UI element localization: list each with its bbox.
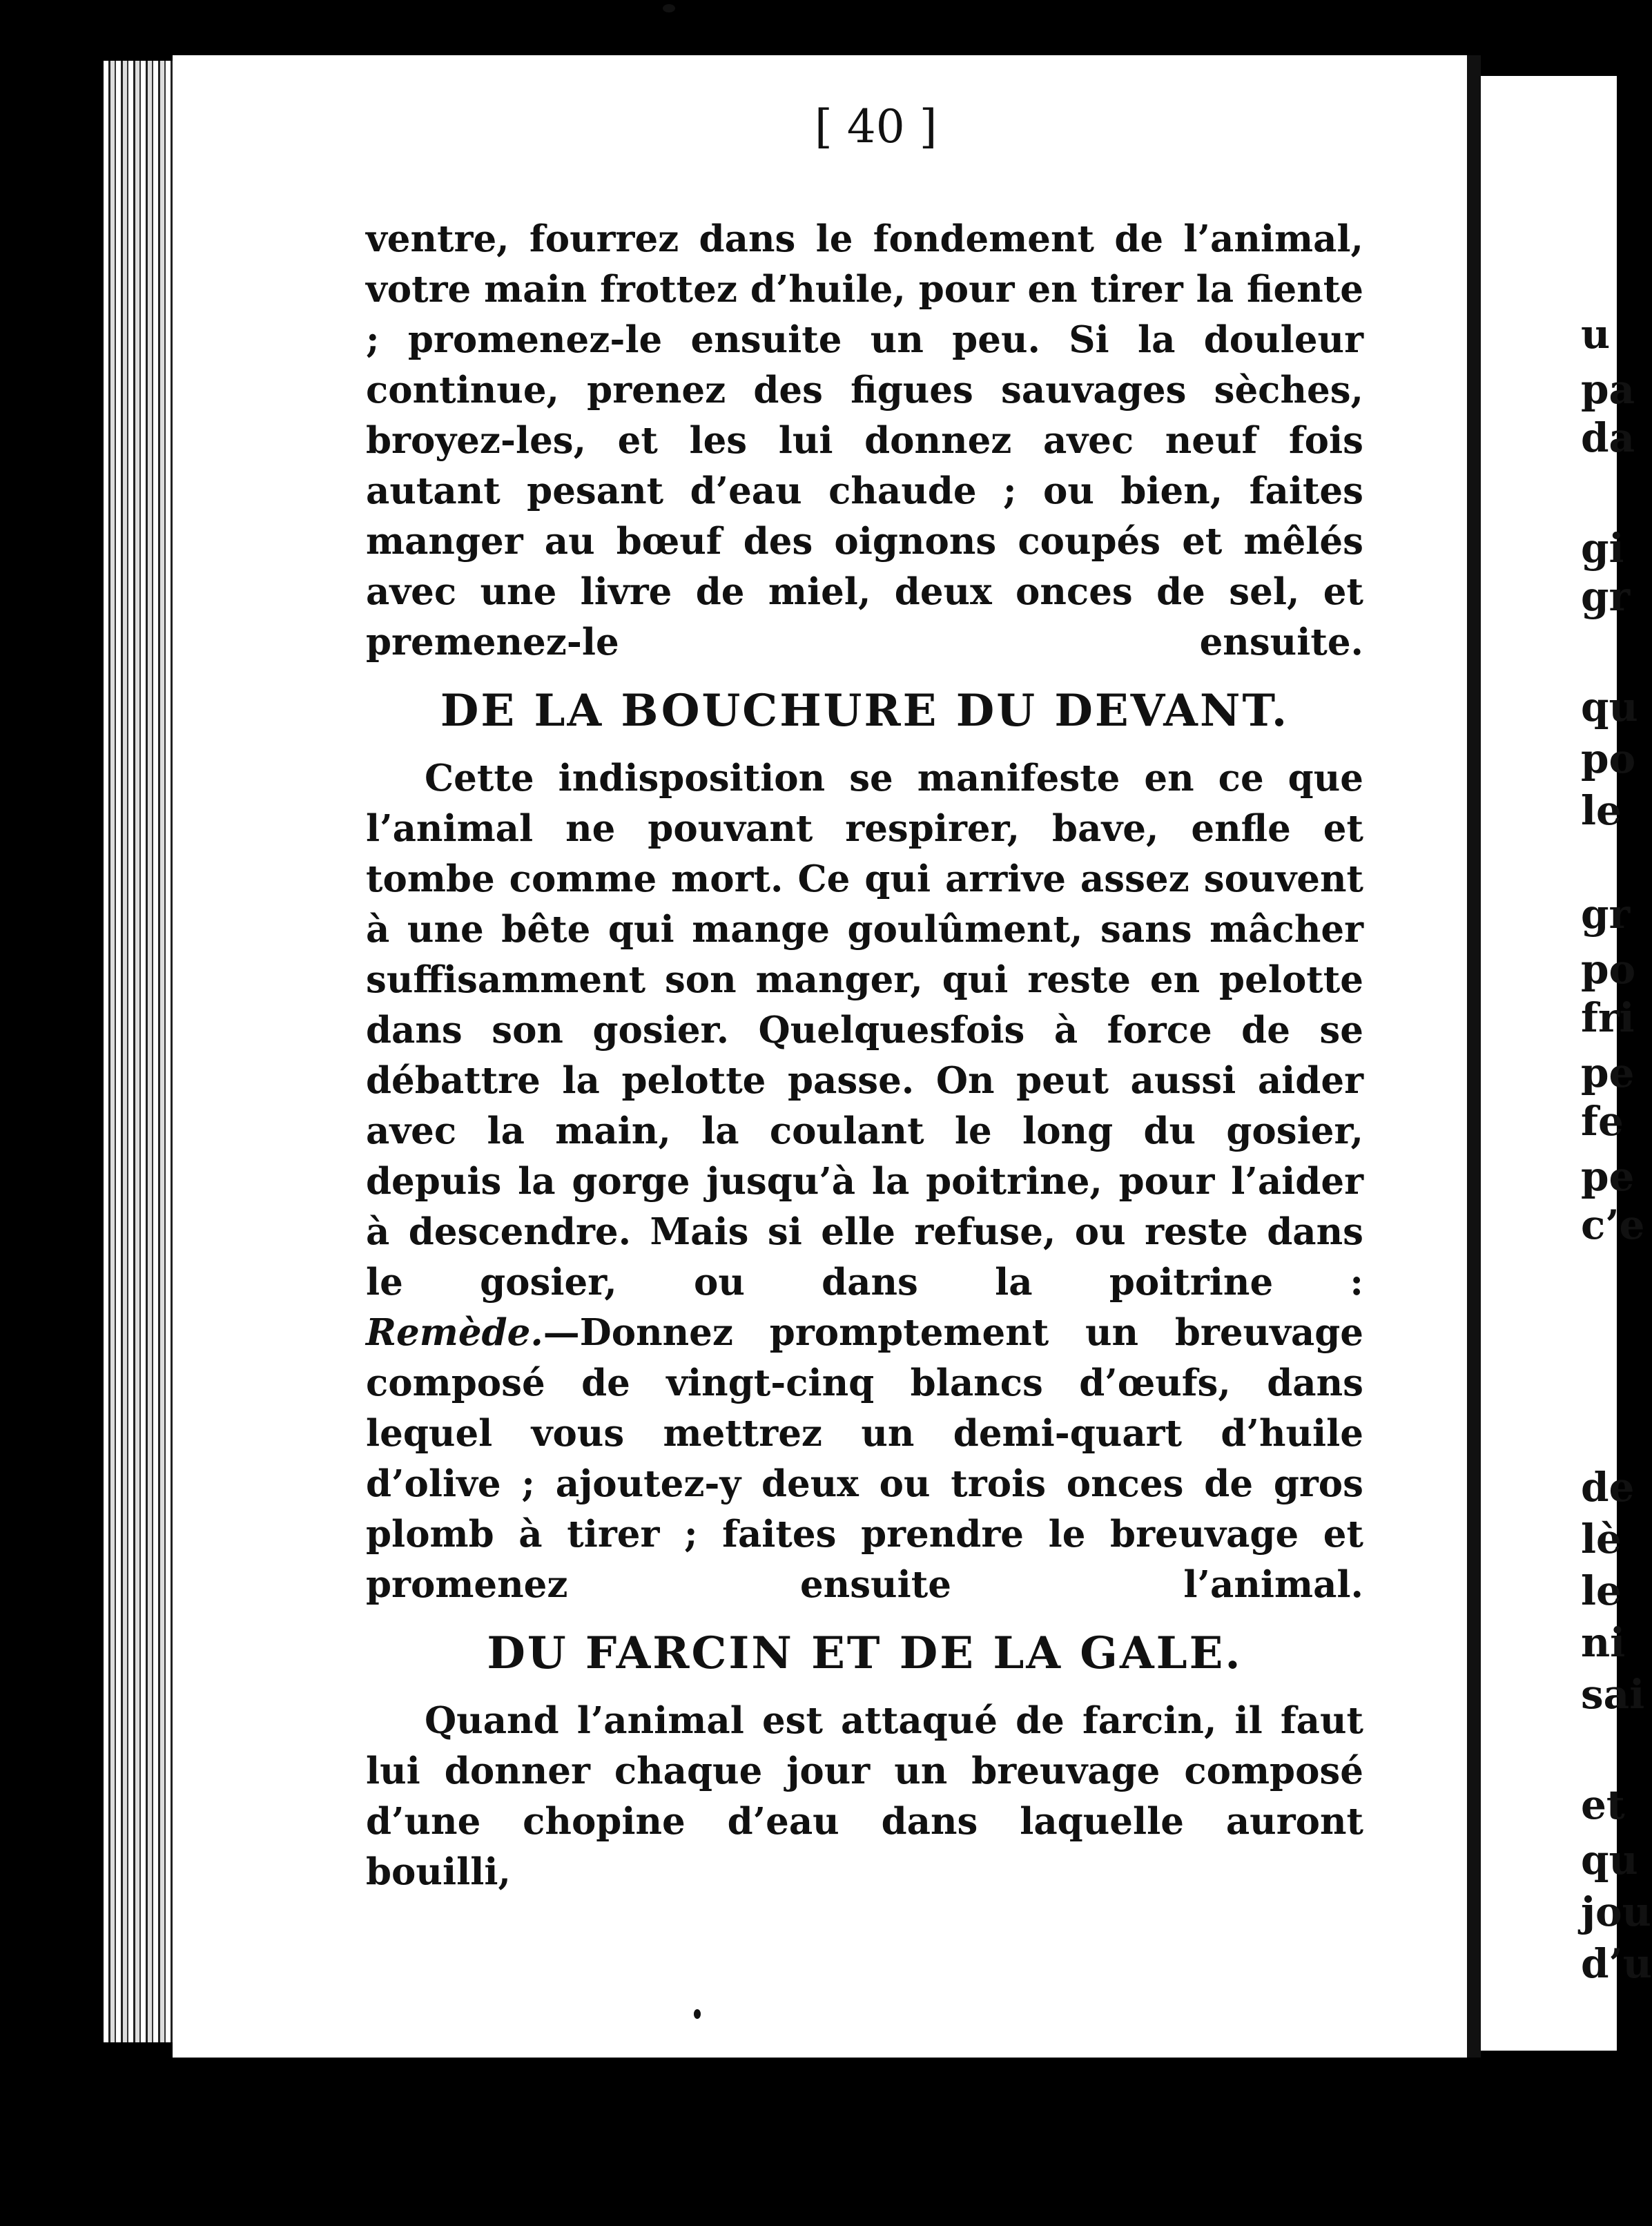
adjacent-page-fragment: fri	[1581, 994, 1635, 1041]
book-fore-edge	[104, 61, 179, 2042]
adjacent-page-fragment: qu	[1581, 1837, 1638, 1884]
remedy-text: —Donnez promptement un breuvage composé de vingt-cinq blancs d’œufs, dans lequel vous mettrez un demi-quart d’huile d’olive ; ajoutez-y deux ou trois onces de gros plomb à tirer ; faites prendre le breuvage et promenez ensuite l’animal.	[366, 1311, 1363, 1606]
adjacent-page-fragment: gr	[1581, 891, 1631, 938]
adjacent-page-fragment: jou	[1581, 1888, 1651, 1935]
adjacent-page-fragment: gi	[1581, 525, 1624, 572]
adjacent-page-fragment: le	[1581, 1567, 1622, 1614]
page-number: [ 40 ]	[815, 100, 937, 153]
adjacent-page-fragment: pe	[1581, 1153, 1635, 1200]
section-paragraph-bouchure	[366, 753, 1363, 1308]
adjacent-page-fragment: le	[1581, 787, 1622, 834]
section-heading-farcin: DU FARCIN ET DE LA GALE.	[487, 1627, 1243, 1679]
adjacent-page-fragment: po	[1581, 735, 1636, 782]
adjacent-page-fragment: sai	[1581, 1671, 1645, 1718]
adjacent-page-fragment: c’e	[1581, 1201, 1645, 1248]
section-heading-bouchure: DE LA BOUCHURE DU DEVANT.	[440, 685, 1290, 737]
adjacent-page-fragment: de	[1581, 1464, 1635, 1511]
opening-paragraph	[366, 214, 1363, 668]
scan-speck	[694, 2009, 701, 2019]
adjacent-page-fragment: pa	[1581, 366, 1635, 413]
adjacent-page-fragment: pe	[1581, 1049, 1635, 1096]
adjacent-page-fragment: et	[1581, 1781, 1625, 1828]
section-paragraph-farcin-text: Quand l’animal est attaqué de farcin, il faut lui donner chaque jour un breuvage composé d’une chopine d’eau dans laquelle auront bouilli,	[366, 1699, 1363, 1893]
remedy-paragraph	[366, 1308, 1363, 1610]
adjacent-page	[1481, 76, 1652, 2051]
scan-speck	[663, 4, 675, 12]
adjacent-page-fragment: po	[1581, 946, 1636, 993]
section-paragraph-bouchure-text: Cette indisposition se manifeste en ce que l’animal ne pouvant respirer, bave, enfle et tombe comme mort. Ce qui arrive assez souvent à une bête qui mange goulûment, sans mâcher suffisamment son manger, qui reste en pelotte dans son gosier. Quelquesfois à force de se débattre la pelotte passe. On peut aussi aider avec la main, la coulant le long du gosier, depuis la gorge jusqu’à la poitrine, pour l’aider à descendre. Mais si elle refuse, ou reste dans le gosier, ou dans la poitrine :	[366, 757, 1363, 1304]
book-gutter	[1467, 55, 1481, 2058]
adjacent-page-fragment: ni	[1581, 1619, 1626, 1666]
adjacent-page-fragment: gr	[1581, 573, 1631, 620]
adjacent-page-fragment: u	[1581, 311, 1611, 358]
remedy-label: Remède.	[366, 1311, 543, 1354]
adjacent-page-fragment: fe	[1581, 1098, 1624, 1145]
adjacent-page-fragment: lè	[1581, 1516, 1622, 1562]
opening-paragraph-text: ventre, fourrez dans le fondement de l’animal, votre main frottez d’huile, pour en tirer la fiente ; promenez-le ensuite un peu. Si la douleur continue, prenez des figues sauvages sèches, broyez-les, et les lui donnez avec neuf fois autant pesant d’eau chaude ; ou bien, faites manger au bœuf des oignons coupés et mêlés avec une livre de miel, deux onces de sel, et premenez-le ensuite.	[366, 217, 1363, 664]
adjacent-page-fragment: da	[1581, 414, 1635, 461]
page-body	[366, 214, 1363, 1897]
adjacent-page-fragment: qu	[1581, 684, 1638, 730]
adjacent-page-fragment: d’u	[1581, 1940, 1652, 1987]
section-paragraph-farcin	[366, 1696, 1363, 1897]
